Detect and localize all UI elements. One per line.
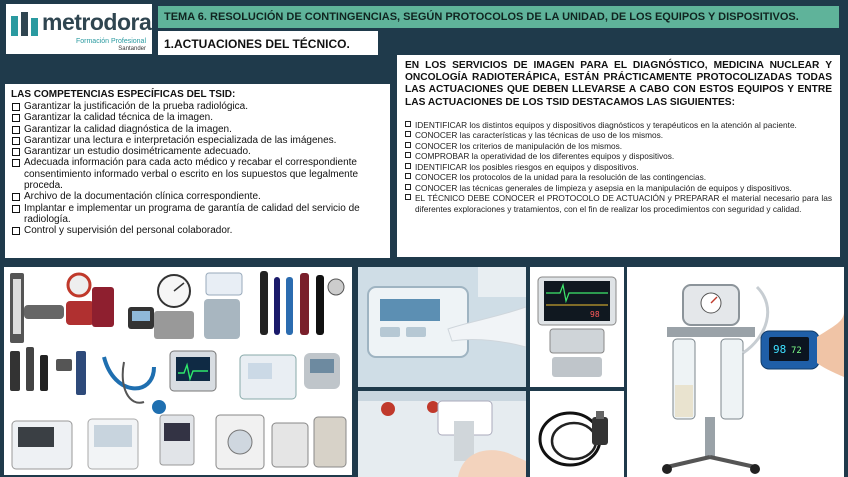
list-item: Garantizar la justificación de la prueba radiológica.: [11, 101, 384, 112]
list-item: COMPROBAR la operatividad de los diferentes equipos y dispositivos.: [405, 151, 832, 162]
checkbox-icon: [405, 142, 411, 148]
competencias-list: [11, 101, 384, 237]
oximeter-pulse: 72: [791, 346, 802, 356]
checkbox-icon: [405, 194, 411, 200]
checkbox-icon: [12, 205, 20, 213]
list-item: Garantizar un estudio dosimétricamente adecuado.: [11, 146, 384, 157]
metrodora-logo-icon: [11, 12, 39, 36]
monitor-reading: 98: [590, 310, 600, 319]
checkbox-icon: [12, 193, 20, 201]
actuaciones-panel: [397, 55, 840, 257]
patient-monitor-image: [530, 267, 624, 387]
list-item: Garantizar una lectura e interpretación especializada de las imágenes.: [11, 135, 384, 146]
checkbox-icon: [12, 137, 20, 145]
checkbox-icon: [405, 163, 411, 169]
theme-title: TEMA 6. RESOLUCIÓN DE CONTINGENCIAS, SEGÚN PROTOCOLOS DE LA UNIDAD, DE LOS EQUIPOS Y DISPOSITIVOS.: [158, 6, 839, 28]
list-item: Implantar e implementar un programa de garantía de calidad del servicio de radiología.: [11, 203, 384, 226]
list-item: Garantizar la calidad técnica de la imagen.: [11, 112, 384, 123]
section-title: 1.ACTUACIONES DEL TÉCNICO.: [158, 31, 378, 55]
logo: [6, 4, 152, 54]
logo-name: metrodora: [42, 9, 152, 35]
actuaciones-heading: EN LOS SERVICIOS DE IMAGEN PARA EL DIAGNÓSTICO, MEDICINA NUCLEAR Y ONCOLOGÍA RADIOTERÁPICA, ESTÁN PRÁCTICAMENTE PROTOCOLIZADAS TODAS LAS ACTUACIONES QUE DEBEN LLEVARSE A CABO CON ESTOS EQUIPOS Y ENTRE LAS ACTUACIONES DE LOS TSID DESTACAMOS LAS SIGUIENTES:: [405, 60, 832, 108]
competencias-panel: [5, 84, 390, 258]
list-item: IDENTIFICAR los posibles riesgos en equipos y dispositivos.: [405, 162, 832, 173]
checkbox-icon: [405, 131, 411, 137]
list-item: IDENTIFICAR los distintos equipos y dispositivos diagnósticos y terapéuticos en la atención al paciente.: [405, 120, 832, 131]
infusion-pump-image: [358, 267, 526, 387]
list-item: Archivo de la documentación clínica correspondiente.: [11, 191, 384, 202]
list-item: Garantizar la calidad diagnóstica de la imagen.: [11, 124, 384, 135]
checkbox-icon: [405, 152, 411, 158]
competencias-heading: LAS COMPETENCIAS ESPECÍFICAS DEL TSID:: [11, 89, 236, 100]
gas-outlet-image: [358, 391, 526, 477]
oximeter-spo2: 98: [773, 343, 787, 356]
checkbox-icon: [12, 103, 20, 111]
list-item: CONOCER los criterios de manipulación de los mismos.: [405, 141, 832, 152]
checkbox-icon: [405, 121, 411, 127]
endoscope-image: [530, 391, 624, 477]
checkbox-icon: [12, 126, 20, 134]
logo-location: Santander: [118, 46, 146, 52]
actuaciones-list: [405, 120, 832, 215]
checkbox-icon: [12, 227, 20, 235]
list-item: CONOCER las técnicas generales de limpieza y asepsia en la manipulación de equipos y dispositivos.: [405, 183, 832, 194]
list-item: CONOCER los protocolos de la unidad para la resolución de las contingencias.: [405, 172, 832, 183]
list-item: CONOCER las características y las técnicas de uso de los mismos.: [405, 130, 832, 141]
checkbox-icon: [12, 159, 20, 167]
suction-pump-oximeter-image: [627, 267, 844, 477]
checkbox-icon: [12, 148, 20, 156]
list-item: EL TÉCNICO DEBE CONOCER el PROTOCOLO DE ACTUACIÓN y PREPARAR el material necesario para las diferentes exploraciones y tratamientos, con el fin de realizar los procedimientos con seguridad y calidad.: [405, 193, 832, 214]
checkbox-icon: [405, 184, 411, 190]
medical-devices-collage-image: [4, 267, 352, 475]
list-item: Control y supervisión del personal colaborador.: [11, 225, 384, 236]
checkbox-icon: [12, 114, 20, 122]
list-item: Adecuada información para cada acto médico y recabar el correspondiente consentimiento informado verbal o escrito en los supuestos que legalmente proceda.: [11, 157, 384, 191]
logo-subtitle: Formación Profesional: [75, 38, 146, 45]
checkbox-icon: [405, 173, 411, 179]
